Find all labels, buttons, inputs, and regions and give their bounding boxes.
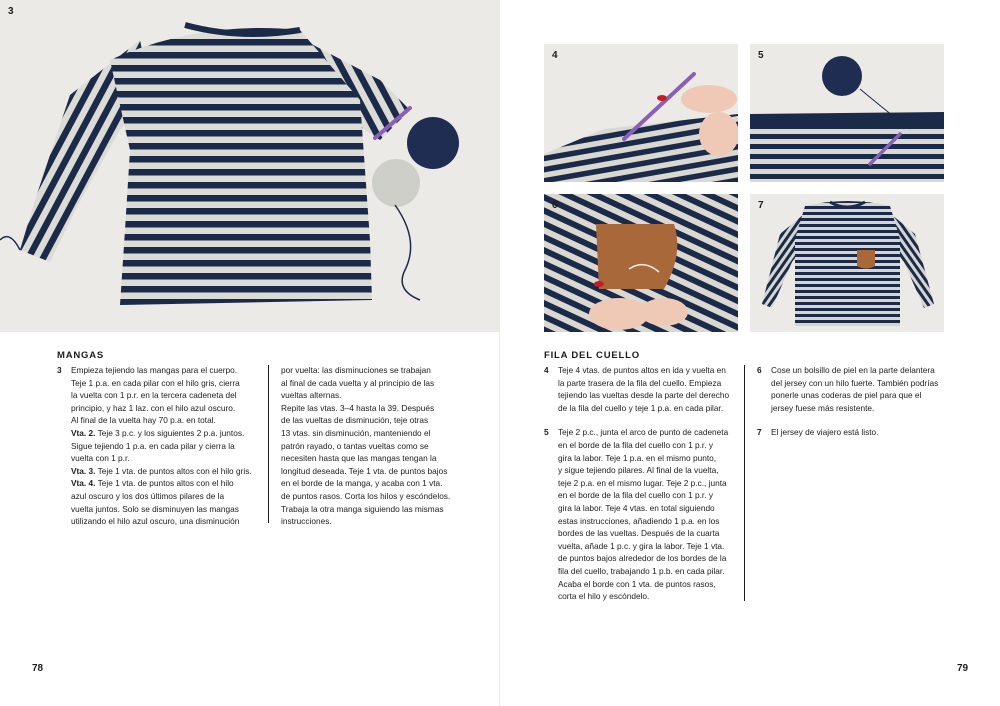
- step-number: 4: [544, 365, 549, 375]
- photo-number: 5: [758, 50, 764, 61]
- photo-6-sewing-pocket: [544, 194, 738, 332]
- photo-number: 3: [8, 6, 14, 17]
- right-page: [500, 0, 1000, 706]
- section-title-fila-del-cuello: FILA DEL CUELLO: [544, 350, 640, 361]
- photo-number: 7: [758, 200, 764, 211]
- leather-pocket-image: [544, 194, 738, 332]
- striped-sweater-image: [750, 194, 944, 332]
- column-1: [57, 364, 262, 528]
- column-divider: [744, 365, 745, 601]
- photo-7-finished-sweater: [750, 194, 944, 332]
- page-number: 78: [32, 663, 44, 674]
- column-divider: [268, 365, 269, 523]
- step-number: 5: [544, 427, 549, 438]
- photo-number: 6: [552, 200, 558, 211]
- step-6: 6 Cose un bolsillo de piel en la parte delantera del jersey con un hilo fuerte. También podrías ponerle unas coderas de piel para que el jersey fuese más resistente.: [757, 365, 939, 413]
- page-number: 79: [957, 663, 969, 674]
- photo-4-crochet-neck: [544, 44, 738, 182]
- step-number: 3: [57, 365, 62, 375]
- hands-crocheting-image: [544, 44, 738, 182]
- photo-5-neck-band: [750, 44, 944, 182]
- column-2: por vuelta: las disminuciones se trabajan al final de cada vuelta y al principio de las vueltas alternas. Repite las vtas. 3–4 hasta la 39. Después de las vueltas de disminución, teje otras 13 vtas. sin disminución, manteniendo el patrón rayado, o tantas vueltas como se necesiten hasta que las mangas tengan la longitud deseada. Teje 1 vta. de puntos bajos en el borde de la manga, y acaba con 1 vta. de puntos rasos. Corta los hilos y escóndelos. Trabaja la otra manga siguiendo las mismas instrucciones.: [281, 365, 451, 527]
- photo-3-finished-sleeves: [0, 0, 500, 332]
- step-number: 7: [757, 427, 762, 438]
- step-4: 4 Teje 4 vtas. de puntos altos en ida y vuelta en la parte trasera de la fila del cuello. Empieza tejiendo las vueltas desde la parte del derecho de la fila del cuello y teje 1 p.a. en cada pilar.: [544, 365, 730, 413]
- step-7: 7 El jersey de viajero está listo.: [757, 427, 879, 438]
- yarn-ball-navy-image: [750, 44, 944, 182]
- striped-sweater-image: [0, 0, 500, 332]
- column-4: [757, 364, 947, 439]
- step-number: 6: [757, 365, 762, 375]
- step-5: 5 Teje 2 p.c., junta el arco de punto de cadeneta en el borde de la fila del cuello con 1 p.r. y gira la labor. Teje 1 p.a. en el mismo punto, y sigue tejiendo pilares. Al final de la vuelta, teje 2 p.a. en el mismo lugar. Teje 2 p.c., junta en el borde de la fila del cuello con 1 p.r. y gira la labor. Teje 4 vtas. en total siguiendo estas instrucciones, añadiendo 1 p.a. en los bordes de las vueltas. Después de la cuarta vuelta, añade 1 p.c. y gira la labor. Teje 1 vta. de puntos bajos alrededor de los bordes de la fila del cuello, trabajando 1 p.b. en cada pilar. Acaba el borde con 1 vta. de puntos rasos, corta el hilo y escóndelo.: [544, 427, 729, 602]
- section-title-mangas: MANGAS: [57, 350, 105, 361]
- column-3: [544, 364, 739, 603]
- photo-number: 4: [552, 50, 558, 61]
- step-3: 3 Empieza tejiendo las mangas para el cuerpo. Teje 1 p.a. en cada pilar con el hilo gris, cierra la vuelta con 1 p.r. en la tercera cadeneta del principio, y haz 1 laz. con el hilo azul oscuro. Al final de la vuelta hay 70 p.a. en total. Vta. 2. Teje 3 p.c. y los siguientes 2 p.a. juntos. Sigue tejiendo 1 p.a. en cada pilar y cierra la vuelta con 1 p.r. Vta. 3. Teje 1 vta. de puntos altos con el hilo gris. Vta. 4. Teje 1 vta. de puntos altos con el hilo azul oscuro y los dos últimos pilares de la vuelta juntos. Solo se disminuyen las mangas utilizando el hilo azul oscuro, una disminución: [57, 365, 252, 527]
